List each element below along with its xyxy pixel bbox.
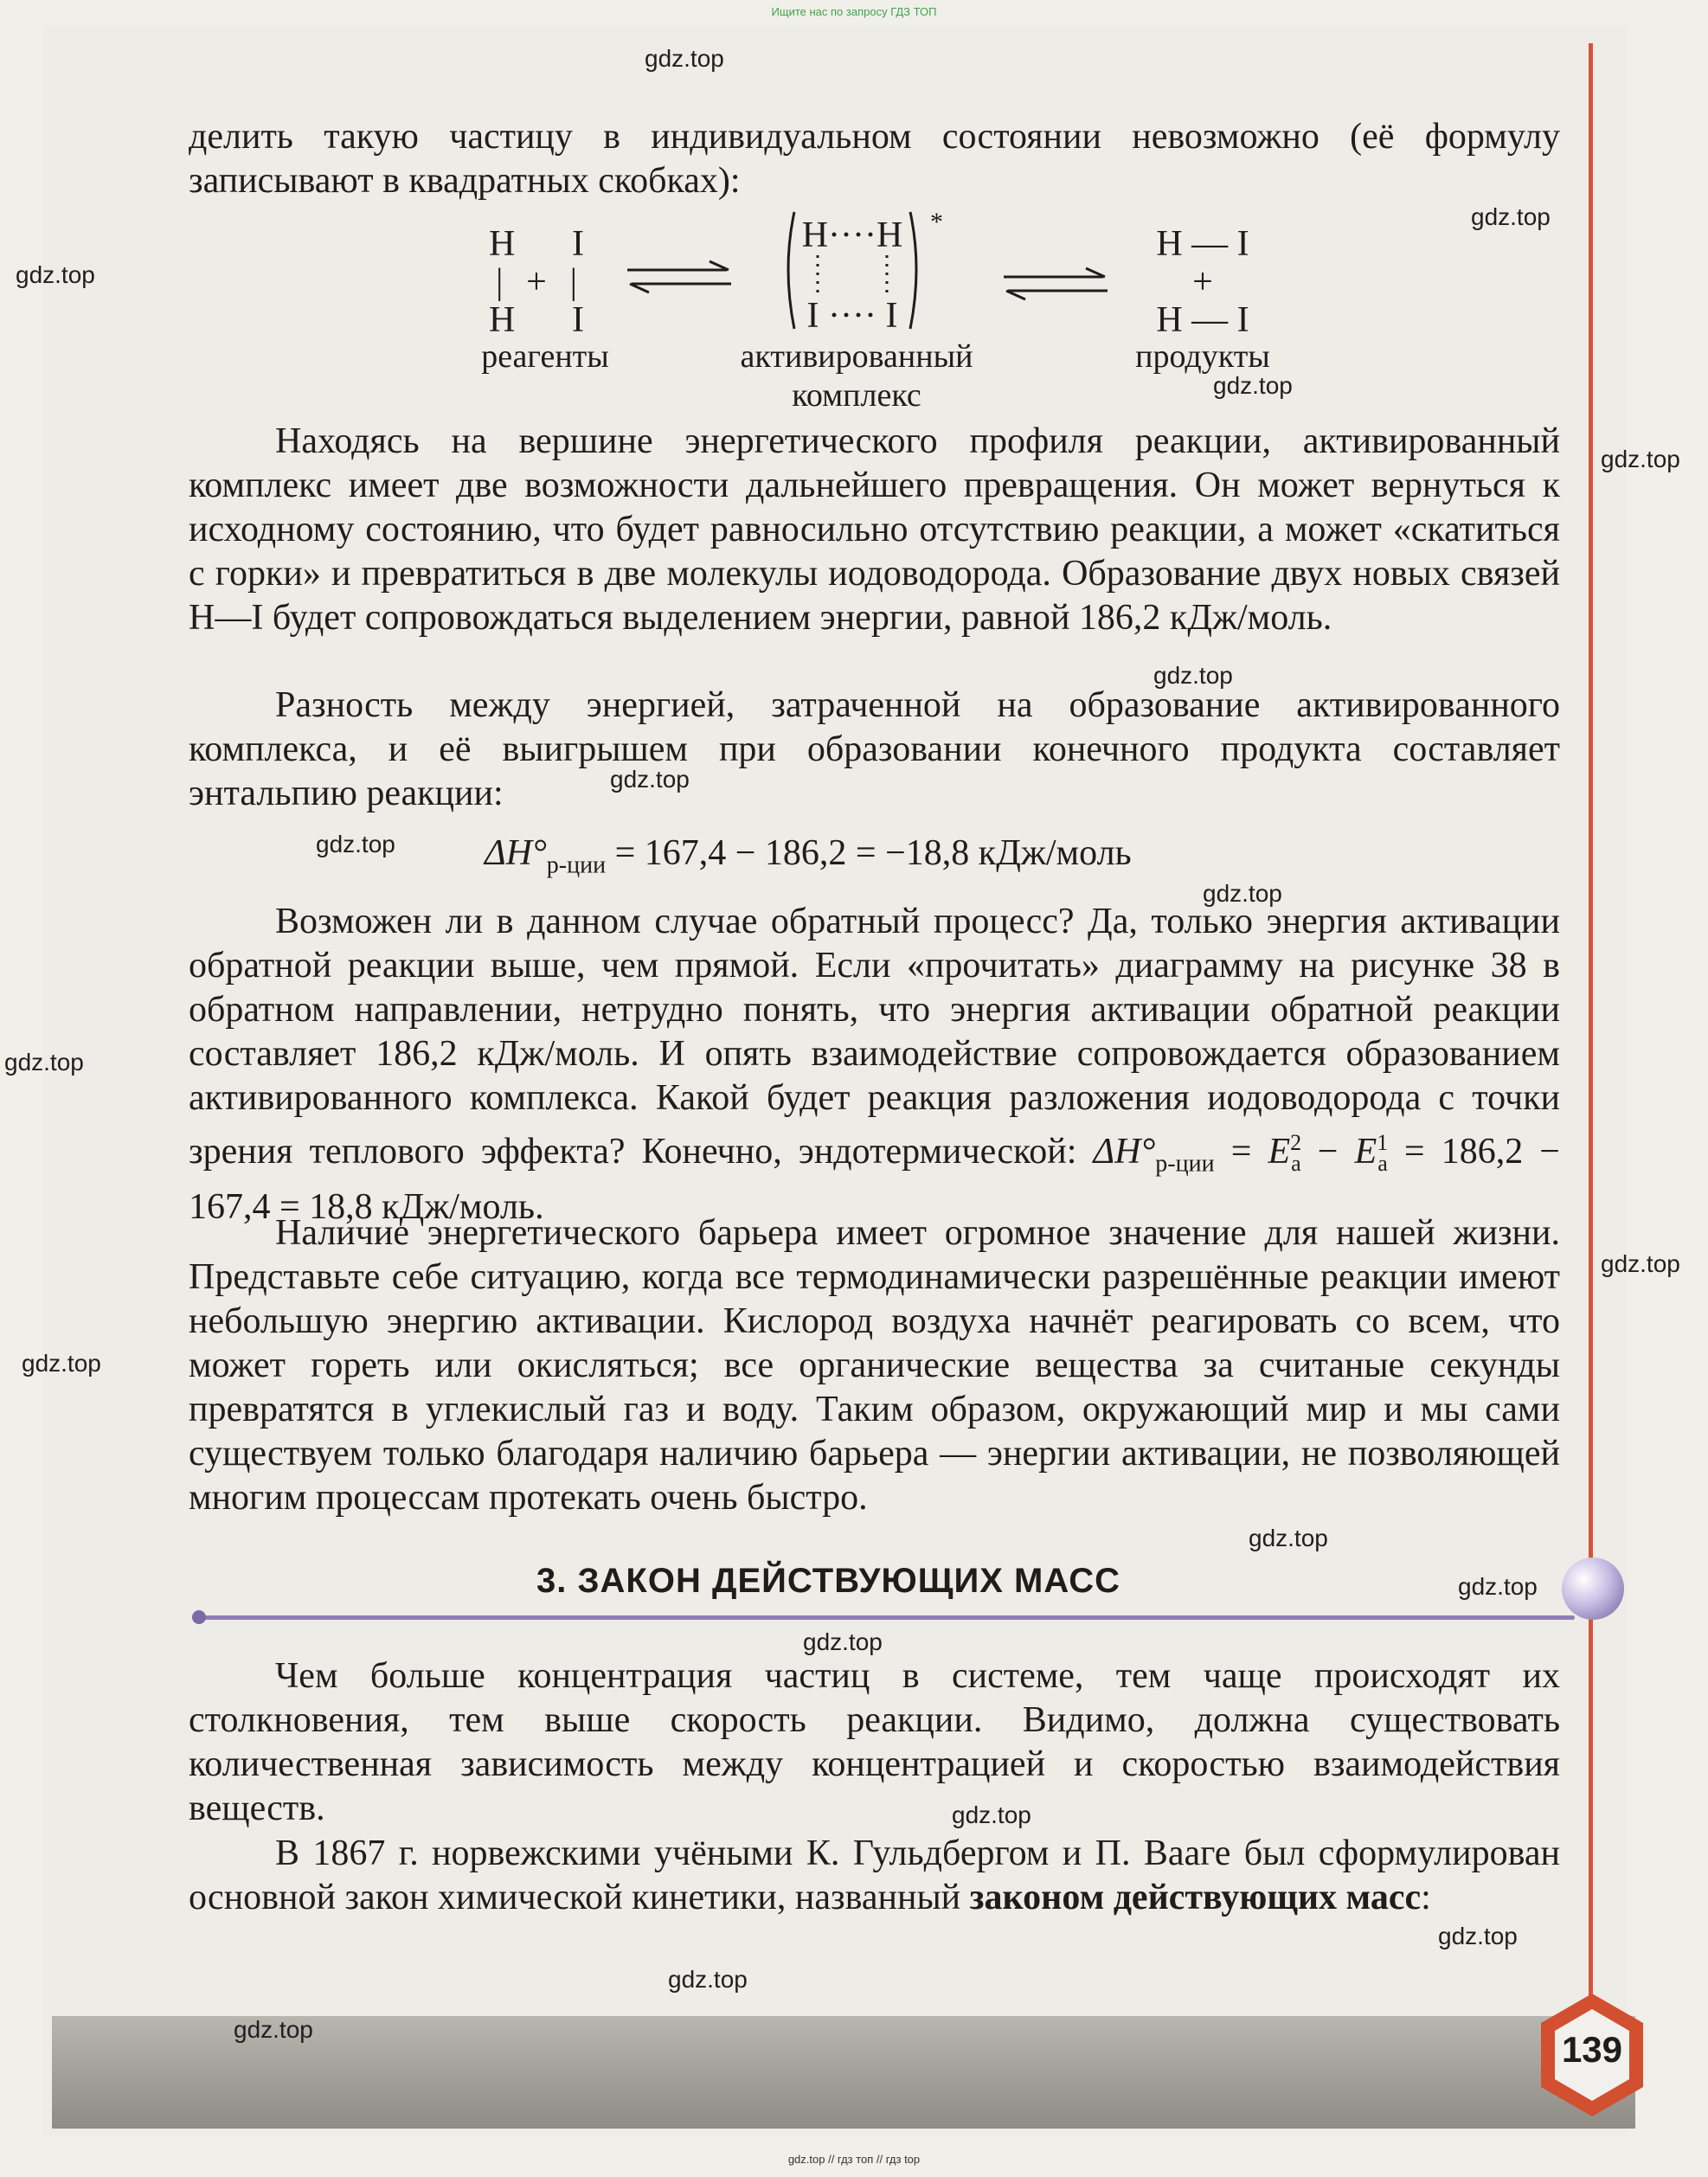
paragraph-1-text: делить такую частицу в индивидуальном состоянии невозможно (её формулу записывают в квадратных скобках): xyxy=(189,117,1560,201)
reverse-delta-h: ΔH° xyxy=(1093,1132,1156,1172)
paragraph-3 xyxy=(189,684,1560,816)
section-divider xyxy=(199,1615,1575,1620)
ea-1-sup: 1 xyxy=(1377,1130,1389,1155)
section-title: 3. ЗАКОН ДЕЙСТВУЮЩИХ МАСС xyxy=(536,1562,1120,1600)
watermark: gdz.top xyxy=(316,831,395,857)
page-number: 139 xyxy=(1561,2029,1623,2070)
footer-note: gdz.top // гдз топ // гдз top xyxy=(787,2153,921,2166)
ea-2: E xyxy=(1268,1132,1291,1172)
paragraph-7-text xyxy=(189,1832,1560,1920)
enthalpy-formula xyxy=(485,832,1132,879)
paragraph-7-body: В 1867 г. норвежскими учёными К. Гульдбергом и П. Вааге был сформулирован основной закон химической кинетики, названный xyxy=(189,1833,1560,1917)
reverse-formula-tail: = 186,2 − 167,4 = 18,8 кДж/моль. xyxy=(189,1132,1560,1228)
bond-line: | xyxy=(496,262,504,302)
complex-caption-line2: комплекс xyxy=(792,377,921,414)
paragraph-4-text xyxy=(189,900,1560,1230)
paragraph-4-body: Возможен ли в данном случае обратный процесс? Да, только энергия активации обратной реакции выше, чем прямой. Если «прочитать» диаграмму на рисунке 38 в обратном направлении, нетрудно понять, что энергия активации обратной реакции составляет 186,2 кДж/моль. И опять взаимодействие сопровождается образованием активированного комплекса. Какой будет реакция разложения иодоводорода с точки зрения теплового эффекта? Конечно, эндотермической: xyxy=(189,902,1560,1172)
watermark: gdz.top xyxy=(952,1801,1031,1828)
paragraph-3-text: Разность между энергией, затраченной на образование активированного комплекса, и её выигрышем при образовании конечного продукта составляет энтальпию реакции: xyxy=(189,685,1560,813)
equals-sign: = xyxy=(1230,1132,1252,1172)
complex-star: * xyxy=(930,208,943,236)
watermark: gdz.top xyxy=(4,1049,84,1076)
paragraph-6 xyxy=(189,1654,1560,1831)
bond-line: | xyxy=(569,262,577,302)
watermark: gdz.top xyxy=(1601,446,1680,472)
watermark: gdz.top xyxy=(1249,1525,1328,1551)
complex-caption-line1: активированный xyxy=(740,338,973,375)
ea-2-sup: 2 xyxy=(1290,1130,1302,1155)
reagent-i-top: I xyxy=(572,224,584,264)
complex-top-row: H····H xyxy=(801,215,903,255)
paragraph-7-end: : xyxy=(1421,1878,1431,1917)
reverse-delta-h-sub: р-ции xyxy=(1155,1150,1215,1178)
watermark: gdz.top xyxy=(1203,880,1282,907)
minus-sign: − xyxy=(1317,1132,1339,1172)
watermark: gdz.top xyxy=(1601,1250,1680,1277)
plus-sign: + xyxy=(526,262,547,302)
paragraph-5 xyxy=(189,1211,1560,1520)
paragraph-2 xyxy=(189,420,1560,640)
reagent-h-bottom: H xyxy=(489,300,516,340)
complex-bottom-row: I ···· I xyxy=(806,296,898,336)
paragraph-4 xyxy=(189,900,1560,1230)
paragraph-7 xyxy=(189,1832,1560,1920)
product-row-2: H — I xyxy=(1156,300,1249,340)
paragraph-1 xyxy=(189,115,1560,203)
margin-rule xyxy=(1589,43,1593,2033)
ea-1: E xyxy=(1354,1132,1377,1172)
products-formula xyxy=(1146,225,1259,339)
paragraph-2-text: Находясь на вершине энергетического профиля реакции, активированный комплекс имеет две возможности дальнейшего превращения. Он может вернуться к исходному состоянию, что будет равносильно отсутствию реакции, а может «скатиться с горки» и превратиться в две молекулы иодоводорода. Образование двух новых связей H—I будет сопровождаться выделением энергии, равной 186,2 кДж/моль. xyxy=(189,421,1560,638)
reagent-h-top: H xyxy=(489,224,516,264)
watermark: gdz.top xyxy=(1458,1573,1538,1600)
delta-h-symbol: ΔH° xyxy=(485,833,547,873)
watermark: gdz.top xyxy=(1438,1923,1518,1949)
section-ball-icon xyxy=(1562,1557,1624,1620)
ea-2-sub: а xyxy=(1291,1151,1301,1177)
product-plus: + xyxy=(1192,262,1213,302)
watermark: gdz.top xyxy=(610,766,690,793)
paragraph-5-text: Наличие энергетического барьера имеет огромное значение для нашей жизни. Представьте себе ситуацию, когда все термодинамически разрешённые реакции имеют небольшую энергию активации. Кислород воздуха начнёт реагировать со всем, что может гореть или окисляться; все органические вещества за считаные секунды превратятся в углекислый газ и воду. Таким образом, окружающий мир и мы сами существуем только благодаря наличию барьера — энергии активации, не позволяющей многим процессам протекать очень быстро. xyxy=(189,1213,1560,1518)
watermark: gdz.top xyxy=(1213,372,1293,399)
watermark: gdz.top xyxy=(22,1350,101,1377)
watermark: gdz.top xyxy=(645,45,724,72)
watermark: gdz.top xyxy=(1153,662,1233,689)
watermark: gdz.top xyxy=(16,261,95,288)
equilibrium-arrow-icon xyxy=(999,267,1112,301)
header-note: Ищите нас по запросу ГДЗ ТОП xyxy=(771,5,937,18)
section-divider-dot xyxy=(192,1610,206,1624)
reagents-formula xyxy=(489,225,584,339)
paragraph-6-text: Чем больше концентрация частиц в системе, тем чаще происходят их столкновения, тем выше скорость реакции. Видимо, должна существовать количественная зависимость между концентрацией и скоростью взаимодействия веществ. xyxy=(189,1656,1560,1828)
watermark: gdz.top xyxy=(803,1628,883,1655)
reagents-caption: реагенты xyxy=(481,338,609,375)
equilibrium-arrow-icon xyxy=(623,260,735,294)
delta-h-sub: р-ции xyxy=(546,851,607,879)
products-caption: продукты xyxy=(1135,338,1270,375)
reagent-i-bottom: I xyxy=(572,300,584,340)
watermark: gdz.top xyxy=(668,1966,748,1993)
product-row-1: H — I xyxy=(1156,224,1249,264)
ea-1-sub: а xyxy=(1377,1151,1388,1177)
enthalpy-formula-rhs: = 167,4 − 186,2 = −18,8 кДж/моль xyxy=(614,833,1132,873)
law-of-mass-action-term: законом действующих масс xyxy=(969,1878,1422,1917)
watermark: gdz.top xyxy=(234,2016,313,2043)
watermark: gdz.top xyxy=(1471,203,1551,230)
